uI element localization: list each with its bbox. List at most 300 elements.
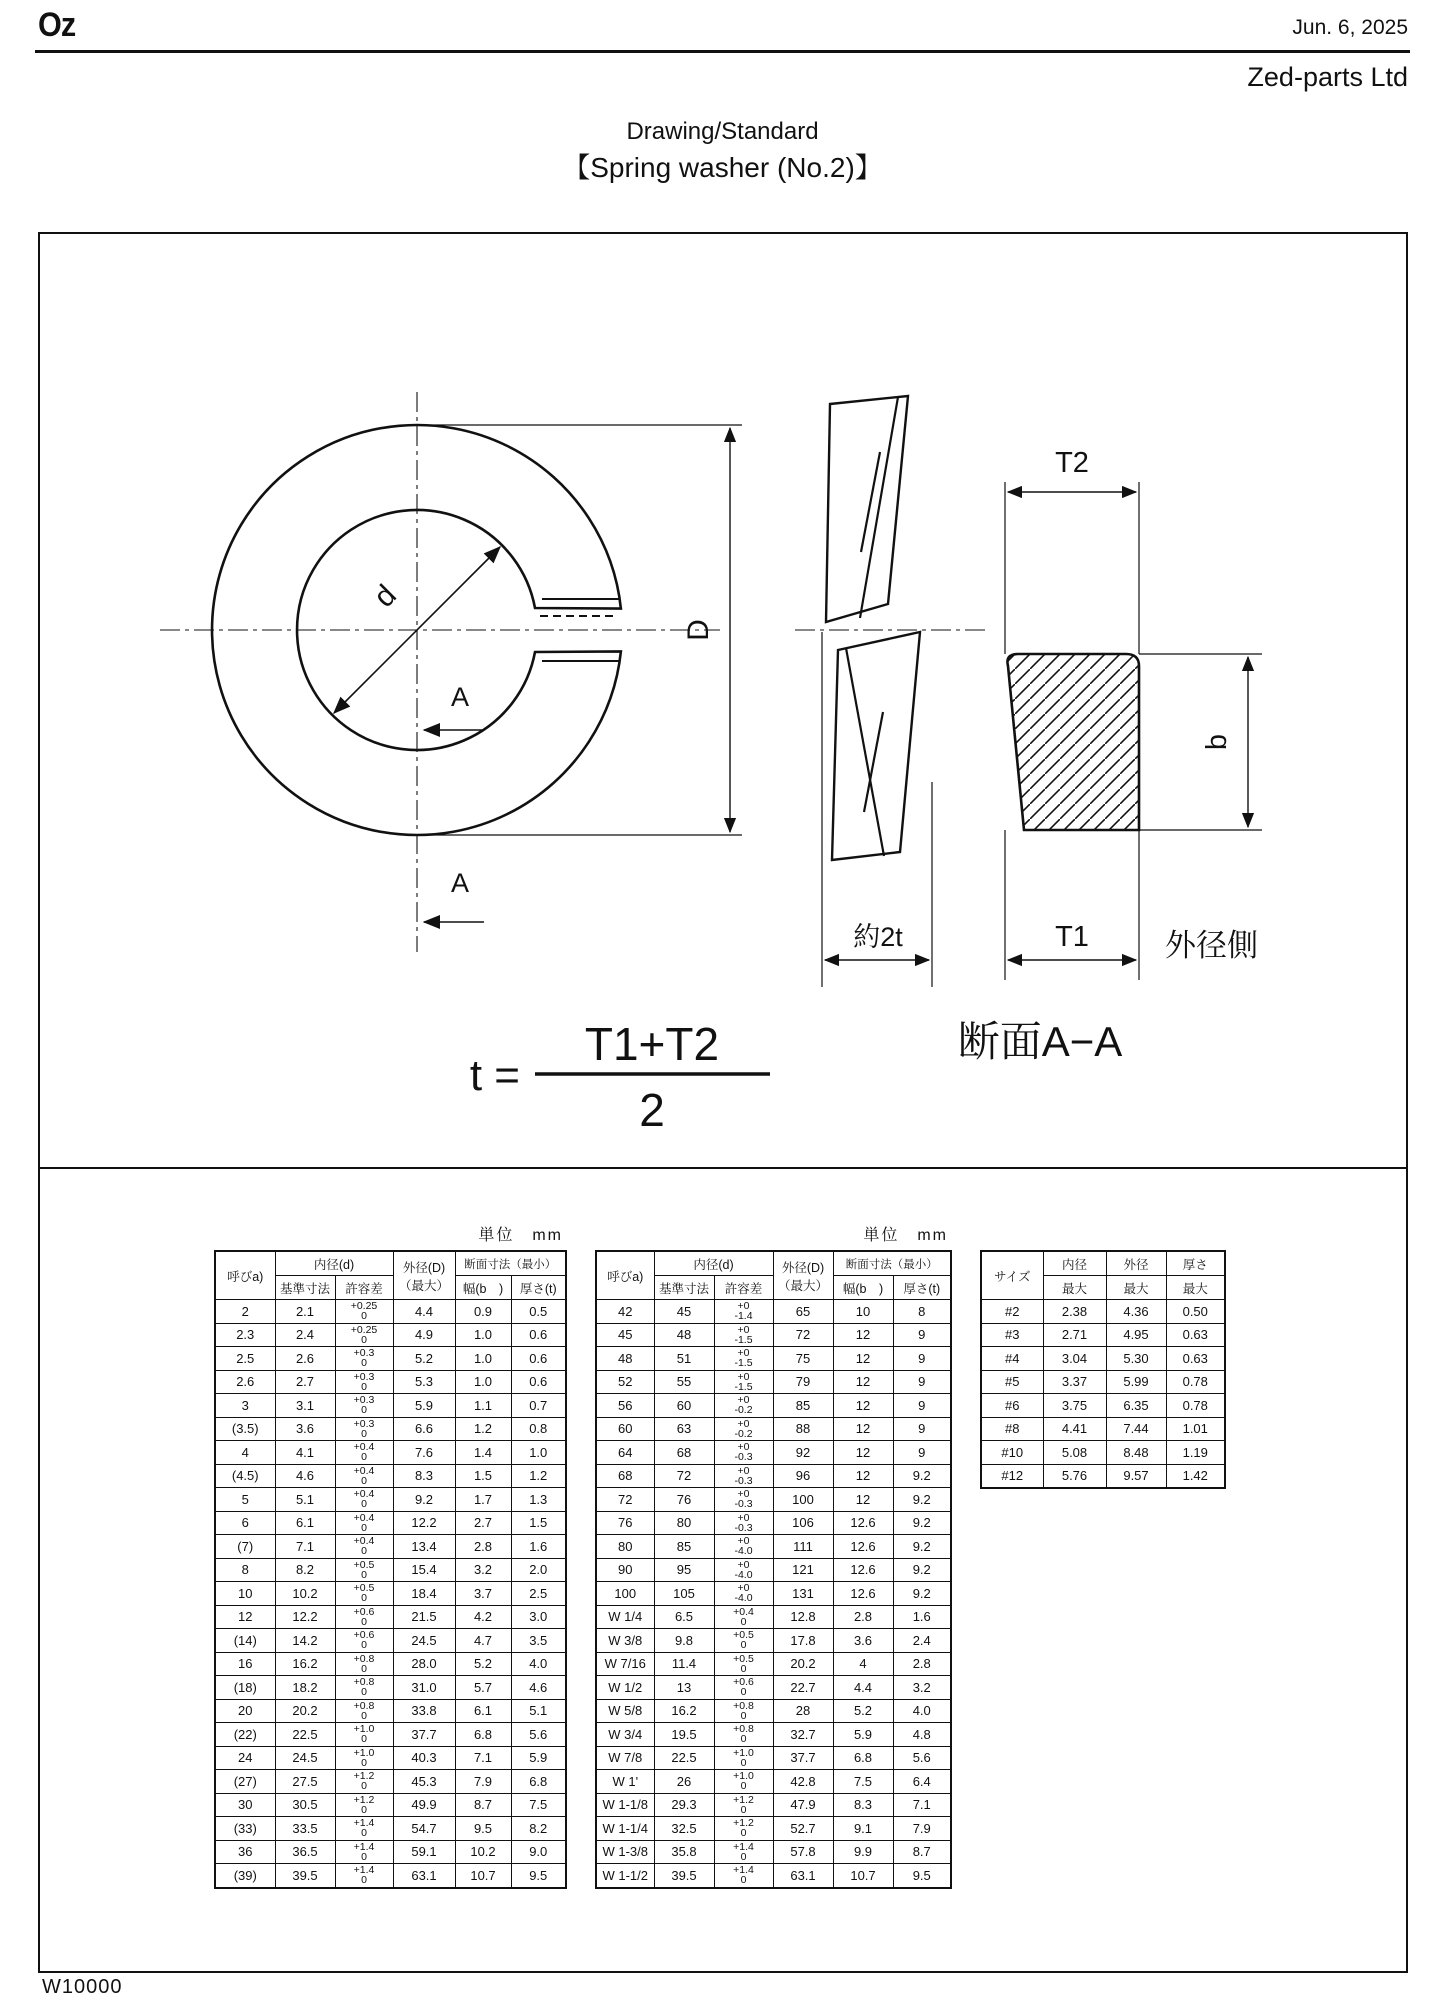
thickness-cell: 9 <box>893 1441 951 1465</box>
table-metric-small <box>214 1250 567 1889</box>
col-inner-max: 最大 <box>1043 1276 1106 1300</box>
value-cell: 6.35 <box>1106 1394 1166 1418</box>
width-cell: 8.7 <box>455 1793 511 1817</box>
basic-dim-cell: 2.7 <box>275 1370 335 1394</box>
thickness-cell: 0.6 <box>511 1370 566 1394</box>
basic-dim-cell: 105 <box>654 1582 714 1606</box>
width-cell: 2.8 <box>833 1605 893 1629</box>
table-row <box>215 1441 566 1465</box>
table-row <box>596 1793 951 1817</box>
basic-dim-cell: 11.4 <box>654 1652 714 1676</box>
formula-denominator: 2 <box>639 1084 665 1136</box>
tolerance-cell: +0 -4.0 <box>714 1558 773 1582</box>
thickness-cell: 9 <box>893 1370 951 1394</box>
outer-dia-cell: 20.2 <box>773 1652 833 1676</box>
basic-dim-cell: 35.8 <box>654 1840 714 1864</box>
call-cell: W 3/4 <box>596 1723 654 1747</box>
value-cell: 4.41 <box>1043 1417 1106 1441</box>
width-cell: 1.0 <box>455 1370 511 1394</box>
section-view <box>1005 482 1262 980</box>
thickness-cell: 1.6 <box>511 1535 566 1559</box>
basic-dim-cell: 8.2 <box>275 1558 335 1582</box>
thickness-cell: 6.8 <box>511 1770 566 1794</box>
col-thickness-max: 最大 <box>1166 1276 1225 1300</box>
tolerance-cell: +0.3 0 <box>335 1394 393 1418</box>
thickness-cell: 0.5 <box>511 1300 566 1324</box>
value-cell: 0.50 <box>1166 1300 1225 1324</box>
basic-dim-cell: 4.1 <box>275 1441 335 1465</box>
table-row <box>596 1558 951 1582</box>
thickness-cell: 0.6 <box>511 1347 566 1371</box>
spring-washer-drawing <box>40 234 1410 1167</box>
call-cell: W 7/16 <box>596 1652 654 1676</box>
tolerance-cell: +1.4 0 <box>714 1840 773 1864</box>
outer-dia-cell: 7.6 <box>393 1441 455 1465</box>
table-row <box>981 1464 1225 1488</box>
basic-dim-cell: 51 <box>654 1347 714 1371</box>
table-header <box>981 1251 1225 1300</box>
tolerance-cell: +0 -0.3 <box>714 1488 773 1512</box>
basic-dim-cell: 68 <box>654 1441 714 1465</box>
basic-dim-cell: 14.2 <box>275 1629 335 1653</box>
value-cell: 2.71 <box>1043 1323 1106 1347</box>
basic-dim-cell: 27.5 <box>275 1770 335 1794</box>
outer-dia-cell: 63.1 <box>773 1864 833 1888</box>
thickness-cell: 2.4 <box>893 1629 951 1653</box>
value-cell: 0.63 <box>1166 1347 1225 1371</box>
table-row <box>596 1582 951 1606</box>
basic-dim-cell: 30.5 <box>275 1793 335 1817</box>
call-cell: W 5/8 <box>596 1699 654 1723</box>
outer-dia-cell: 79 <box>773 1370 833 1394</box>
table-row <box>596 1488 951 1512</box>
width-cell: 2.8 <box>455 1535 511 1559</box>
call-cell: W 1/4 <box>596 1605 654 1629</box>
call-cell: (14) <box>215 1629 275 1653</box>
width-cell: 12 <box>833 1323 893 1347</box>
value-cell: 3.37 <box>1043 1370 1106 1394</box>
col-outer-line1: 外径(D) <box>402 1260 446 1275</box>
outer-dia-cell: 12.2 <box>393 1511 455 1535</box>
call-cell: 72 <box>596 1488 654 1512</box>
thickness-cell: 8.7 <box>893 1840 951 1864</box>
size-cell: #3 <box>981 1323 1043 1347</box>
tolerance-cell: +0.4 0 <box>335 1464 393 1488</box>
call-cell: W 3/8 <box>596 1629 654 1653</box>
tolerance-cell: +0.4 0 <box>335 1535 393 1559</box>
tolerance-cell: +0.5 0 <box>714 1629 773 1653</box>
width-cell: 12 <box>833 1441 893 1465</box>
basic-dim-cell: 48 <box>654 1323 714 1347</box>
col-basic: 基準寸法 <box>654 1276 714 1300</box>
outer-dia-cell: 6.6 <box>393 1417 455 1441</box>
outer-dia-cell: 24.5 <box>393 1629 455 1653</box>
table-row <box>596 1840 951 1864</box>
width-cell: 1.0 <box>455 1323 511 1347</box>
outer-dia-cell: 17.8 <box>773 1629 833 1653</box>
outer-dia-cell: 57.8 <box>773 1840 833 1864</box>
outer-dia-cell: 31.0 <box>393 1676 455 1700</box>
thickness-cell: 0.6 <box>511 1323 566 1347</box>
size-cell: #12 <box>981 1464 1043 1488</box>
thickness-cell: 3.0 <box>511 1605 566 1629</box>
width-cell: 12 <box>833 1347 893 1371</box>
thickness-cell: 8 <box>893 1300 951 1324</box>
table-row <box>215 1676 566 1700</box>
tolerance-cell: +0.25 0 <box>335 1300 393 1324</box>
table-row <box>596 1511 951 1535</box>
col-outer <box>773 1251 833 1300</box>
outer-dia-cell: 54.7 <box>393 1817 455 1841</box>
call-cell: (39) <box>215 1864 275 1888</box>
table-row <box>596 1464 951 1488</box>
col-outer-line1: 外径(D) <box>781 1260 825 1275</box>
call-cell: 2.5 <box>215 1347 275 1371</box>
col-width: 幅(b ) <box>455 1276 511 1300</box>
outer-dia-cell: 88 <box>773 1417 833 1441</box>
thickness-cell: 9.2 <box>893 1511 951 1535</box>
page-title: 【Spring washer (No.2)】 <box>562 152 883 183</box>
outer-dia-cell: 28 <box>773 1699 833 1723</box>
table-number-sizes <box>980 1250 1226 1489</box>
call-cell: 2.3 <box>215 1323 275 1347</box>
call-cell: 48 <box>596 1347 654 1371</box>
outer-dia-cell: 106 <box>773 1511 833 1535</box>
table-row <box>596 1417 951 1441</box>
basic-dim-cell: 13 <box>654 1676 714 1700</box>
thickness-cell: 5.6 <box>893 1746 951 1770</box>
outer-dia-cell: 131 <box>773 1582 833 1606</box>
tolerance-cell: +0.5 0 <box>335 1582 393 1606</box>
call-cell: 45 <box>596 1323 654 1347</box>
width-cell: 7.9 <box>455 1770 511 1794</box>
tolerance-cell: +0 -1.4 <box>714 1300 773 1324</box>
tolerance-cell: +0.8 0 <box>714 1723 773 1747</box>
outer-dia-cell: 4.4 <box>393 1300 455 1324</box>
outer-dia-cell: 32.7 <box>773 1723 833 1747</box>
table-row <box>215 1864 566 1888</box>
basic-dim-cell: 55 <box>654 1370 714 1394</box>
basic-dim-cell: 7.1 <box>275 1535 335 1559</box>
table-row <box>215 1394 566 1418</box>
outer-dia-cell: 37.7 <box>393 1723 455 1747</box>
table-row <box>215 1605 566 1629</box>
call-cell: 24 <box>215 1746 275 1770</box>
tolerance-cell: +1.0 0 <box>335 1723 393 1747</box>
basic-dim-cell: 5.1 <box>275 1488 335 1512</box>
width-cell: 7.1 <box>455 1746 511 1770</box>
outer-dia-cell: 22.7 <box>773 1676 833 1700</box>
width-cell: 5.2 <box>455 1652 511 1676</box>
outer-dia-cell: 13.4 <box>393 1535 455 1559</box>
basic-dim-cell: 20.2 <box>275 1699 335 1723</box>
thickness-cell: 9 <box>893 1394 951 1418</box>
col-size: サイズ <box>981 1251 1043 1300</box>
width-cell: 12.6 <box>833 1535 893 1559</box>
tolerance-cell: +0.6 0 <box>714 1676 773 1700</box>
table-row <box>215 1723 566 1747</box>
table-row <box>215 1347 566 1371</box>
thickness-formula <box>470 1018 770 1136</box>
value-cell: 9.57 <box>1106 1464 1166 1488</box>
basic-dim-cell: 6.5 <box>654 1605 714 1629</box>
call-cell: 60 <box>596 1417 654 1441</box>
value-cell: 4.95 <box>1106 1323 1166 1347</box>
basic-dim-cell: 29.3 <box>654 1793 714 1817</box>
size-cell: #8 <box>981 1417 1043 1441</box>
value-cell: 1.01 <box>1166 1417 1225 1441</box>
tolerance-cell: +1.0 0 <box>714 1746 773 1770</box>
thickness-cell: 2.8 <box>893 1652 951 1676</box>
width-cell: 7.5 <box>833 1770 893 1794</box>
table-row <box>215 1652 566 1676</box>
tolerance-cell: +0 -1.5 <box>714 1347 773 1371</box>
width-cell: 9.1 <box>833 1817 893 1841</box>
col-section: 断面寸法（最小） <box>455 1251 566 1276</box>
tolerance-cell: +0 -0.3 <box>714 1441 773 1465</box>
thickness-cell: 5.6 <box>511 1723 566 1747</box>
width-cell: 3.2 <box>455 1558 511 1582</box>
value-cell: 1.42 <box>1166 1464 1225 1488</box>
width-cell: 9.5 <box>455 1817 511 1841</box>
thickness-cell: 5.1 <box>511 1699 566 1723</box>
basic-dim-cell: 45 <box>654 1300 714 1324</box>
tolerance-cell: +0.6 0 <box>335 1629 393 1653</box>
tolerance-cell: +0 -0.3 <box>714 1464 773 1488</box>
tolerance-cell: +0.4 0 <box>335 1511 393 1535</box>
value-cell: 5.08 <box>1043 1441 1106 1465</box>
tolerance-cell: +0 -4.0 <box>714 1535 773 1559</box>
thickness-cell: 1.0 <box>511 1441 566 1465</box>
width-cell: 1.7 <box>455 1488 511 1512</box>
formula-numerator: T1+T2 <box>584 1018 720 1070</box>
thickness-cell: 8.2 <box>511 1817 566 1841</box>
value-cell: 1.19 <box>1166 1441 1225 1465</box>
call-cell: (33) <box>215 1817 275 1841</box>
size-cell: #10 <box>981 1441 1043 1465</box>
basic-dim-cell: 63 <box>654 1417 714 1441</box>
side-view <box>795 396 990 987</box>
print-date: Jun. 6, 2025 <box>1292 16 1408 39</box>
table-row <box>215 1488 566 1512</box>
basic-dim-cell: 36.5 <box>275 1840 335 1864</box>
table-row <box>596 1746 951 1770</box>
size-cell: #6 <box>981 1394 1043 1418</box>
thickness-cell: 6.4 <box>893 1770 951 1794</box>
outer-dia-cell: 15.4 <box>393 1558 455 1582</box>
tolerance-cell: +0 -4.0 <box>714 1582 773 1606</box>
value-cell: 0.78 <box>1166 1394 1225 1418</box>
table-row <box>215 1511 566 1535</box>
table-row <box>596 1605 951 1629</box>
outer-dia-cell: 8.3 <box>393 1464 455 1488</box>
width-cell: 12 <box>833 1394 893 1418</box>
tolerance-cell: +0.4 0 <box>335 1441 393 1465</box>
drawing-frame <box>38 232 1408 1973</box>
col-thickness: 厚さ(t) <box>893 1276 951 1300</box>
unit-label-metric-small: 単位 mm <box>478 1227 563 1244</box>
tolerance-cell: +0.4 0 <box>335 1488 393 1512</box>
call-cell: 100 <box>596 1582 654 1606</box>
formula-lhs: t = <box>469 1051 520 1100</box>
call-cell: 64 <box>596 1441 654 1465</box>
table-row <box>215 1840 566 1864</box>
basic-dim-cell: 2.1 <box>275 1300 335 1324</box>
thickness-cell: 4.8 <box>893 1723 951 1747</box>
table-row <box>215 1582 566 1606</box>
document-number: W10000 <box>42 1976 123 1998</box>
call-cell: 6 <box>215 1511 275 1535</box>
outer-dia-cell: 9.2 <box>393 1488 455 1512</box>
thickness-cell: 7.1 <box>893 1793 951 1817</box>
thickness-cell: 1.6 <box>893 1605 951 1629</box>
label-approx-2t: 約2t <box>853 922 903 952</box>
label-section-a-bottom: A <box>450 868 470 898</box>
col-thickness: 厚さ <box>1166 1251 1225 1276</box>
table-row <box>596 1864 951 1888</box>
label-inner-diameter: d <box>367 578 403 614</box>
company-logo: Oz <box>38 6 76 44</box>
tolerance-cell: +1.2 0 <box>714 1793 773 1817</box>
table-row <box>215 1629 566 1653</box>
call-cell: 90 <box>596 1558 654 1582</box>
col-tolerance: 許容差 <box>714 1276 773 1300</box>
col-outer-line2: （最大） <box>398 1278 449 1293</box>
tolerance-cell: +1.4 0 <box>714 1864 773 1888</box>
col-inner: 内径 <box>1043 1251 1106 1276</box>
call-cell: (3.5) <box>215 1417 275 1441</box>
width-cell: 10 <box>833 1300 893 1324</box>
tolerance-cell: +0.4 0 <box>714 1605 773 1629</box>
width-cell: 6.8 <box>833 1746 893 1770</box>
call-cell: 16 <box>215 1652 275 1676</box>
outer-dia-cell: 18.4 <box>393 1582 455 1606</box>
thickness-cell: 4.0 <box>893 1699 951 1723</box>
table-row <box>215 1417 566 1441</box>
basic-dim-cell: 85 <box>654 1535 714 1559</box>
col-outer-line2: （最大） <box>777 1278 828 1293</box>
width-cell: 10.2 <box>455 1840 511 1864</box>
thickness-cell: 9.5 <box>893 1864 951 1888</box>
tolerance-cell: +0.5 0 <box>335 1558 393 1582</box>
tolerance-cell: +0.3 0 <box>335 1370 393 1394</box>
call-cell: 2 <box>215 1300 275 1324</box>
table-row <box>596 1441 951 1465</box>
table-row <box>596 1370 951 1394</box>
call-cell: 10 <box>215 1582 275 1606</box>
table-row <box>981 1323 1225 1347</box>
thickness-cell: 1.2 <box>511 1464 566 1488</box>
tolerance-cell: +0.8 0 <box>714 1699 773 1723</box>
value-cell: 5.30 <box>1106 1347 1166 1371</box>
outer-dia-cell: 85 <box>773 1394 833 1418</box>
tolerance-cell: +0.5 0 <box>714 1652 773 1676</box>
thickness-cell: 4.0 <box>511 1652 566 1676</box>
width-cell: 1.1 <box>455 1394 511 1418</box>
thickness-cell: 9.2 <box>893 1488 951 1512</box>
width-cell: 12 <box>833 1488 893 1512</box>
call-cell: 20 <box>215 1699 275 1723</box>
tolerance-cell: +1.2 0 <box>335 1770 393 1794</box>
width-cell: 12.6 <box>833 1511 893 1535</box>
thickness-cell: 0.7 <box>511 1394 566 1418</box>
col-outer <box>393 1251 455 1300</box>
basic-dim-cell: 2.6 <box>275 1347 335 1371</box>
basic-dim-cell: 19.5 <box>654 1723 714 1747</box>
width-cell: 3.6 <box>833 1629 893 1653</box>
outer-dia-cell: 63.1 <box>393 1864 455 1888</box>
tolerance-cell: +1.0 0 <box>714 1770 773 1794</box>
outer-dia-cell: 12.8 <box>773 1605 833 1629</box>
tolerance-cell: +0 -1.5 <box>714 1323 773 1347</box>
call-cell: 2.6 <box>215 1370 275 1394</box>
label-section-name: 断面A−A <box>957 1018 1123 1065</box>
basic-dim-cell: 16.2 <box>654 1699 714 1723</box>
width-cell: 4.2 <box>455 1605 511 1629</box>
tolerance-cell: +0.25 0 <box>335 1323 393 1347</box>
tolerance-cell: +1.2 0 <box>335 1793 393 1817</box>
col-call: 呼びa) <box>596 1251 654 1300</box>
width-cell: 1.4 <box>455 1441 511 1465</box>
outer-dia-cell: 40.3 <box>393 1746 455 1770</box>
width-cell: 12.6 <box>833 1558 893 1582</box>
tolerance-cell: +0.3 0 <box>335 1347 393 1371</box>
width-cell: 0.9 <box>455 1300 511 1324</box>
tolerance-cell: +0 -0.2 <box>714 1417 773 1441</box>
table-row <box>596 1394 951 1418</box>
width-cell: 9.9 <box>833 1840 893 1864</box>
thickness-cell: 9.5 <box>511 1864 566 1888</box>
tolerance-cell: +0 -0.3 <box>714 1511 773 1535</box>
thickness-cell: 9.2 <box>893 1464 951 1488</box>
basic-dim-cell: 16.2 <box>275 1652 335 1676</box>
outer-dia-cell: 52.7 <box>773 1817 833 1841</box>
basic-dim-cell: 80 <box>654 1511 714 1535</box>
call-cell: 30 <box>215 1793 275 1817</box>
width-cell: 6.1 <box>455 1699 511 1723</box>
basic-dim-cell: 33.5 <box>275 1817 335 1841</box>
width-cell: 10.7 <box>833 1864 893 1888</box>
tolerance-cell: +1.4 0 <box>335 1864 393 1888</box>
width-cell: 12 <box>833 1464 893 1488</box>
tolerance-cell: +0 -1.5 <box>714 1370 773 1394</box>
table-row <box>981 1300 1225 1324</box>
value-cell: 0.78 <box>1166 1370 1225 1394</box>
call-cell: W 1' <box>596 1770 654 1794</box>
thickness-cell: 0.8 <box>511 1417 566 1441</box>
thickness-cell: 2.0 <box>511 1558 566 1582</box>
thickness-cell: 9 <box>893 1323 951 1347</box>
value-cell: 5.99 <box>1106 1370 1166 1394</box>
call-cell: W 1/2 <box>596 1676 654 1700</box>
call-cell: (27) <box>215 1770 275 1794</box>
thickness-cell: 9.2 <box>893 1582 951 1606</box>
table-row <box>215 1464 566 1488</box>
basic-dim-cell: 32.5 <box>654 1817 714 1841</box>
outer-dia-cell: 65 <box>773 1300 833 1324</box>
company-name: Zed-parts Ltd <box>1247 62 1408 92</box>
basic-dim-cell: 18.2 <box>275 1676 335 1700</box>
frame-divider <box>40 1167 1406 1169</box>
label-outer-side: 外径側 <box>1165 928 1258 963</box>
table-row <box>981 1370 1225 1394</box>
width-cell: 1.5 <box>455 1464 511 1488</box>
width-cell: 2.7 <box>455 1511 511 1535</box>
table-row <box>981 1347 1225 1371</box>
table-row <box>596 1535 951 1559</box>
width-cell: 10.7 <box>455 1864 511 1888</box>
value-cell: 5.76 <box>1043 1464 1106 1488</box>
